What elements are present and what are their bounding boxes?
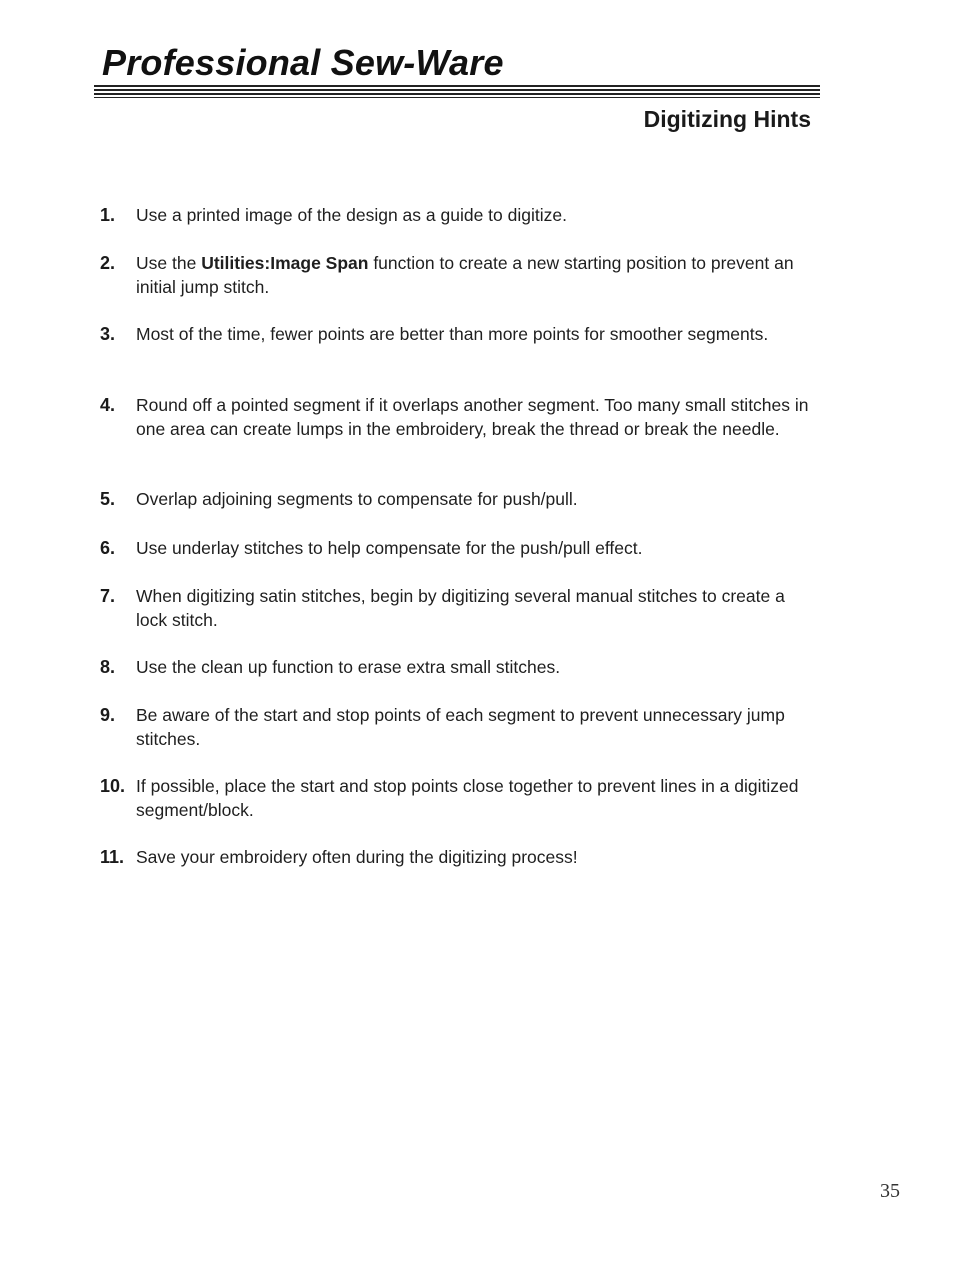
hint-text: When digitizing satin stitches, begin by digitizing several manual stitches to create a lock stitch.	[136, 586, 785, 630]
hint-number: 10.	[100, 776, 126, 796]
hint-text: Be aware of the start and stop points of each segment to prevent unnecessary jump stitches.	[136, 705, 785, 749]
hint-item	[100, 585, 820, 632]
hint-item	[100, 704, 820, 751]
hint-text: Most of the time, fewer points are better than more points for smoother segments.	[136, 324, 769, 344]
hint-number: 6.	[100, 538, 116, 558]
hint-text: Overlap adjoining segments to compensate for push/pull.	[136, 489, 578, 509]
hint-item	[100, 775, 820, 822]
hint-text: Use the Utilities:Image Span function to create a new starting position to prevent an initial jump stitch.	[136, 253, 794, 297]
hint-number: 4.	[100, 395, 116, 415]
hint-number: 8.	[100, 657, 116, 677]
hint-text: If possible, place the start and stop points close together to prevent lines in a digitized segment/block.	[136, 776, 799, 820]
section-title: Digitizing Hints	[643, 106, 811, 132]
hint-item	[100, 204, 820, 228]
brand-title: Professional Sew-Ware	[102, 42, 504, 83]
hint-item	[100, 656, 820, 680]
hint-number: 2.	[100, 253, 116, 273]
hint-item	[100, 323, 820, 347]
hint-item	[100, 252, 820, 299]
hint-item	[100, 846, 820, 870]
hint-text: Use a printed image of the design as a guide to digitize.	[136, 205, 567, 225]
hint-item	[100, 394, 820, 441]
header-rule	[94, 97, 820, 98]
hint-text: Use underlay stitches to help compensate for the push/pull effect.	[136, 538, 643, 558]
hint-text: Use the clean up function to erase extra small stitches.	[136, 657, 561, 677]
hint-number: 9.	[100, 705, 116, 725]
header-rule	[94, 85, 820, 87]
hint-number: 3.	[100, 324, 116, 344]
header-rule	[94, 89, 820, 91]
hint-item	[100, 488, 820, 512]
hint-number: 1.	[100, 205, 116, 225]
hint-text: Round off a pointed segment if it overlaps another segment. Too many small stitches in one area can create lumps in the embroidery, break the thread or break the needle.	[136, 395, 809, 439]
hint-item	[100, 537, 820, 561]
hint-number: 5.	[100, 489, 116, 509]
hint-text: Save your embroidery often during the digitizing process!	[136, 847, 578, 867]
hint-number: 7.	[100, 586, 116, 606]
header-rule	[94, 93, 820, 95]
page-number: 35	[880, 1180, 900, 1202]
hint-number: 11.	[100, 847, 125, 867]
